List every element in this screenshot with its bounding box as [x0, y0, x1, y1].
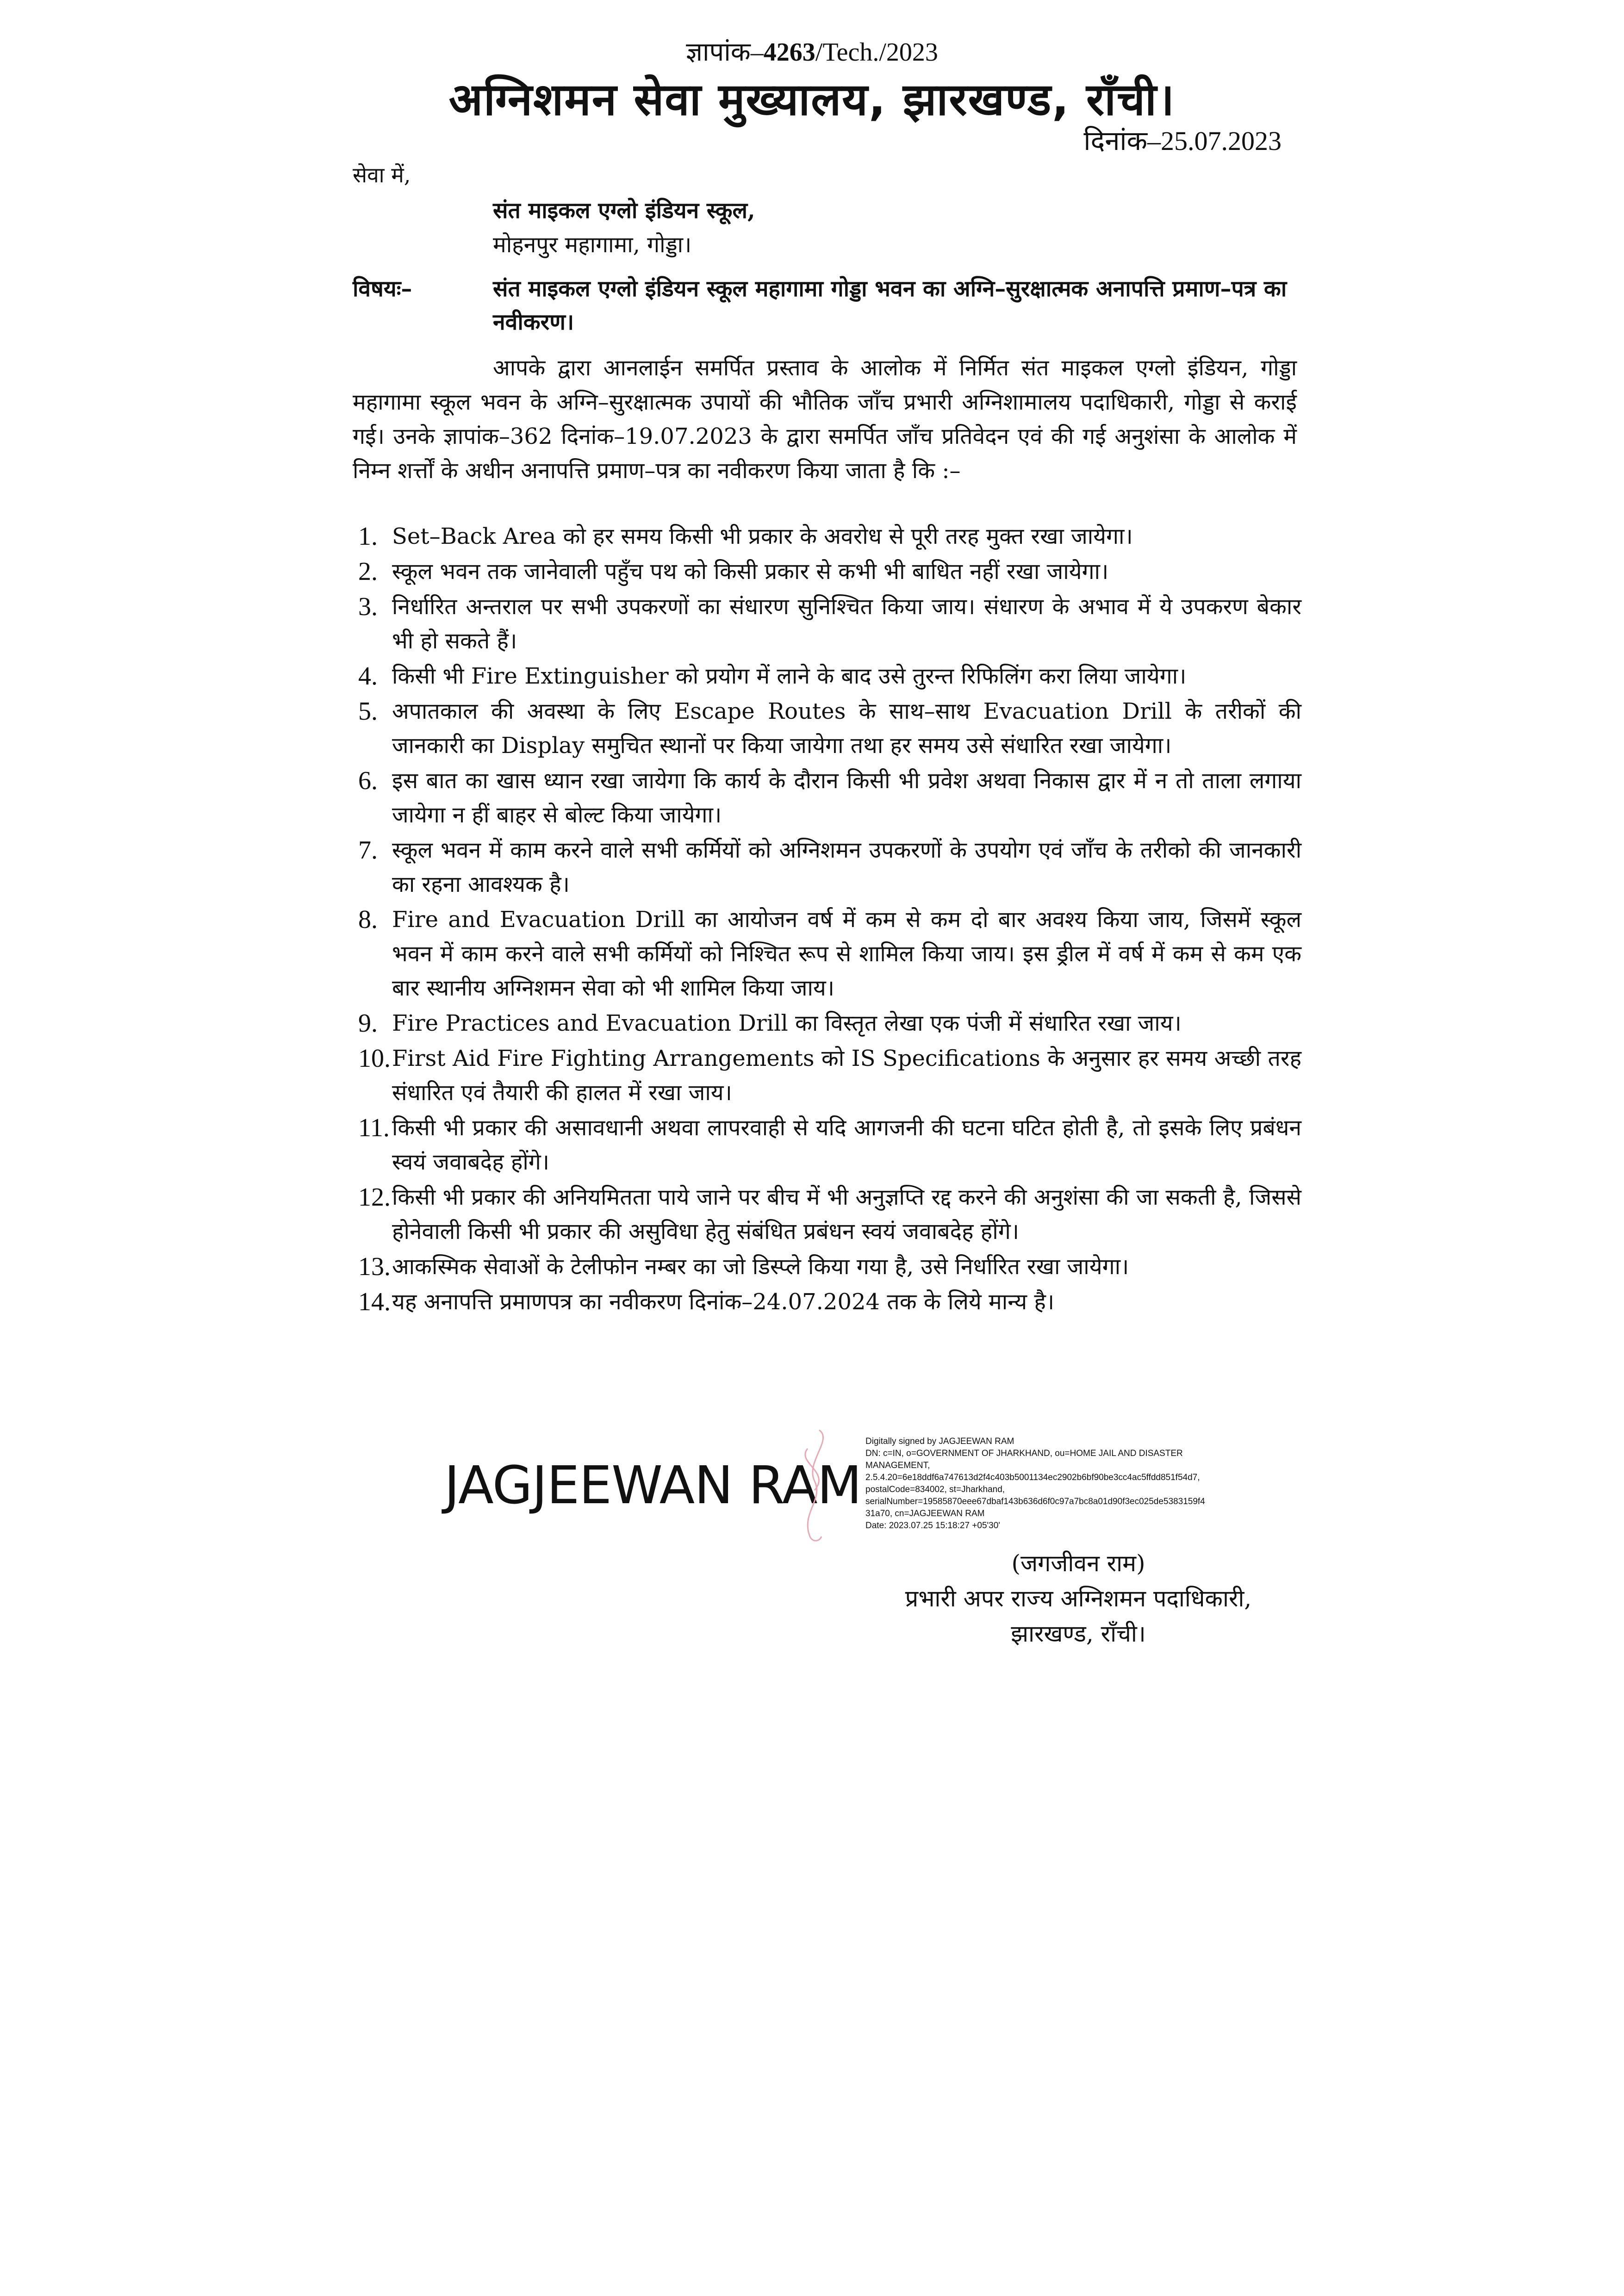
condition-item: [353, 1285, 1301, 1319]
addressee: [493, 193, 755, 262]
signature-detail-line: serialNumber=19585870eee67dbaf143b636d6f0c97a7bc8a01d90f3ec025de5383159f4: [865, 1497, 1205, 1506]
condition-number: 2.: [358, 557, 378, 586]
condition-item: [353, 833, 1301, 902]
condition-number: 1.: [358, 522, 378, 551]
condition-number: 8.: [358, 905, 378, 934]
digital-signature: [435, 1421, 1314, 1541]
signatory-location: झारखण्ड, राँची।: [1011, 1620, 1146, 1647]
ref-prefix: ज्ञापांक–: [686, 38, 764, 67]
signature-details: [865, 1436, 1310, 1532]
condition-number: 14.: [358, 1288, 391, 1316]
signatory-block: [847, 1546, 1310, 1651]
signature-scribble-icon: [787, 1421, 842, 1546]
signature-detail-line: Date: 2023.07.25 15:18:27 +05'30': [865, 1521, 1000, 1531]
condition-number: 5.: [358, 697, 378, 726]
condition-number: 12.: [358, 1183, 391, 1212]
addressee-name: संत माइकल एग्लो इंडियन स्कूल,: [493, 198, 755, 224]
condition-item: [353, 1180, 1301, 1249]
signature-detail-line: DN: c=IN, o=GOVERNMENT OF JHARKHAND, ou=HOME JAIL AND DISASTER: [865, 1449, 1183, 1458]
condition-item: [353, 1006, 1301, 1040]
ref-suffix: /Tech./2023: [815, 38, 938, 67]
condition-text: किसी भी प्रकार की अनियमितता पाये जाने पर बीच में भी अनुज्ञप्ति रद्द करने की अनुशंसा की जा सकती है, जिससे होनेवाली किसी भी प्रकार की असुविधा हेतु संबंधित प्रबंधन स्वयं जवाबदेह होंगे।: [392, 1184, 1301, 1244]
condition-number: 6.: [358, 766, 378, 795]
condition-text: Fire and Evacuation Drill का आयोजन वर्ष में कम से कम दो बार अवश्य किया जाय, जिसमें स्कूल भवन में काम करने वाले सभी कर्मियों को निश्चित रूप से शामिल किया जाय। इस ड्रील में वर्ष में कम से कम एक बार स्थानीय अग्निशमन सेवा को भी शामिल किया जाय।: [392, 907, 1301, 1001]
ref-number: 4263: [763, 38, 815, 67]
salutation: सेवा में,: [353, 162, 411, 187]
body-paragraph: आपके द्वारा आनलाईन समर्पित प्रस्ताव के आलोक में निर्मित संत माइकल एग्लो इंडियन, गोड्डा महागामा स्कूल भवन के अग्नि–सुरक्षात्मक उपायों की भौतिक जाँच प्रभारी अग्निशामालय पदाधिकारी, गोड्डा से कराई गई। उनके ज्ञापांक–362 दिनांक–19.07.2023 के द्वारा समर्पित जाँच प्रतिवेदन एवं की गई अनुशंसा के आलोक में निम्न शर्त्तों के अधीन अनापत्ति प्रमाण–पत्र का नवीकरण किया जाता है कि :–: [353, 355, 1297, 484]
condition-text: First Aid Fire Fighting Arrangements को IS Specifications के अनुसार हर समय अच्छी तरह संधारित एवं तैयारी की हालत में रखा जाय।: [392, 1045, 1301, 1106]
reference-number: [0, 36, 1624, 68]
signature-detail-line: MANAGEMENT,: [865, 1461, 930, 1470]
condition-text: यह अनापत्ति प्रमाणपत्र का नवीकरण दिनांक–24.07.2024 तक के लिये मान्य है।: [392, 1289, 1055, 1315]
signature-detail-line: postalCode=834002, st=Jharkhand,: [865, 1485, 1005, 1494]
signer-name: JAGJEEWAN RAM: [444, 1456, 862, 1516]
condition-item: [353, 590, 1301, 658]
condition-number: 4.: [358, 662, 378, 691]
condition-item: [353, 694, 1301, 763]
condition-text: Set–Back Area को हर समय किसी भी प्रकार के अवरोध से पूरी तरह मुक्त रखा जायेगा।: [392, 523, 1133, 549]
condition-item: [353, 1041, 1301, 1110]
subject-text: संत माइकल एग्लो इंडियन स्कूल महागामा गोड्डा भवन का अग्नि–सुरक्षात्मक अनापत्ति प्रमाण–पत्र का नवीकरण।: [493, 276, 1287, 335]
condition-item: [353, 764, 1301, 832]
condition-text: अपातकाल की अवस्था के लिए Escape Routes के साथ–साथ Evacuation Drill के तरीकों की जानकारी का Display समुचित स्थानों पर किया जायेगा तथा हर समय उसे संधारित रखा जायेगा।: [392, 698, 1301, 759]
condition-text: निर्धारित अन्तराल पर सभी उपकरणों का संधारण सुनिश्चित किया जाय। संधारण के अभाव में ये उपकरण बेकार भी हो सकते हैं।: [392, 594, 1301, 654]
condition-item: [353, 519, 1301, 554]
condition-number: 7.: [358, 836, 378, 865]
condition-item: [353, 1111, 1301, 1179]
signature-detail-line: 31a70, cn=JAGJEEWAN RAM: [865, 1509, 985, 1518]
condition-item: [353, 659, 1301, 693]
condition-text: स्कूल भवन तक जानेवाली पहुँच पथ को किसी प्रकार से कभी भी बाधित नहीं रखा जायेगा।: [392, 559, 1109, 585]
condition-number: 3.: [358, 592, 378, 621]
condition-text: Fire Practices and Evacuation Drill का विस्तृत लेखा एक पंजी में संधारित रखा जाय।: [392, 1010, 1182, 1036]
condition-number: 10.: [358, 1044, 391, 1073]
signatory-designation: प्रभारी अपर राज्य अग्निशमन पदाधिकारी,: [905, 1585, 1252, 1612]
condition-number: 9.: [358, 1009, 378, 1038]
signature-detail-line: Digitally signed by JAGJEEWAN RAM: [865, 1437, 1014, 1446]
office-title: अग्निशमन सेवा मुख्यालय, झारखण्ड, राँची।: [448, 74, 1176, 125]
condition-item: [353, 1250, 1301, 1284]
condition-text: स्कूल भवन में काम करने वाले सभी कर्मियों को अग्निशमन उपकरणों के उपयोग एवं जाँच के तरीको की जानकारी का रहना आवश्यक है।: [392, 837, 1301, 897]
conditions-list: [353, 519, 1301, 1320]
condition-item: [353, 902, 1301, 1005]
subject: [353, 272, 1297, 339]
subject-label: विषयः–: [353, 276, 412, 302]
signatory-name: (जगजीवन राम): [1011, 1550, 1145, 1577]
letter-date: दिनांक–25.07.2023: [1083, 126, 1282, 156]
condition-number: 11.: [358, 1114, 390, 1142]
signature-detail-line: 2.5.4.20=6e18ddf6a747613d2f4c403b5001134ec2902b6bf90be3cc4ac5ffdd851f54d7,: [865, 1473, 1200, 1482]
condition-text: इस बात का खास ध्यान रखा जायेगा कि कार्य के दौरान किसी भी प्रवेश अथवा निकास द्वार में न तो ताला लगाया जायेगा न हीं बाहर से बोल्ट किया जायेगा।: [392, 768, 1301, 828]
condition-number: 13.: [358, 1252, 391, 1281]
condition-item: [353, 554, 1301, 589]
condition-text: आकस्मिक सेवाओं के टेलीफोन नम्बर का जो डिस्प्ले किया गया है, उसे निर्धारित रखा जायेगा।: [392, 1254, 1129, 1280]
condition-text: किसी भी प्रकार की असावधानी अथवा लापरवाही से यदि आगजनी की घटना घटित होती है, तो इसके लिए प्रबंधन स्वयं जवाबदेह होंगे।: [392, 1115, 1301, 1175]
condition-text: किसी भी Fire Extinguisher को प्रयोग में लाने के बाद उसे तुरन्त रिफिलिंग करा लिया जायेगा।: [392, 663, 1187, 689]
addressee-address: मोहनपुर महागामा, गोड्डा।: [493, 232, 692, 258]
